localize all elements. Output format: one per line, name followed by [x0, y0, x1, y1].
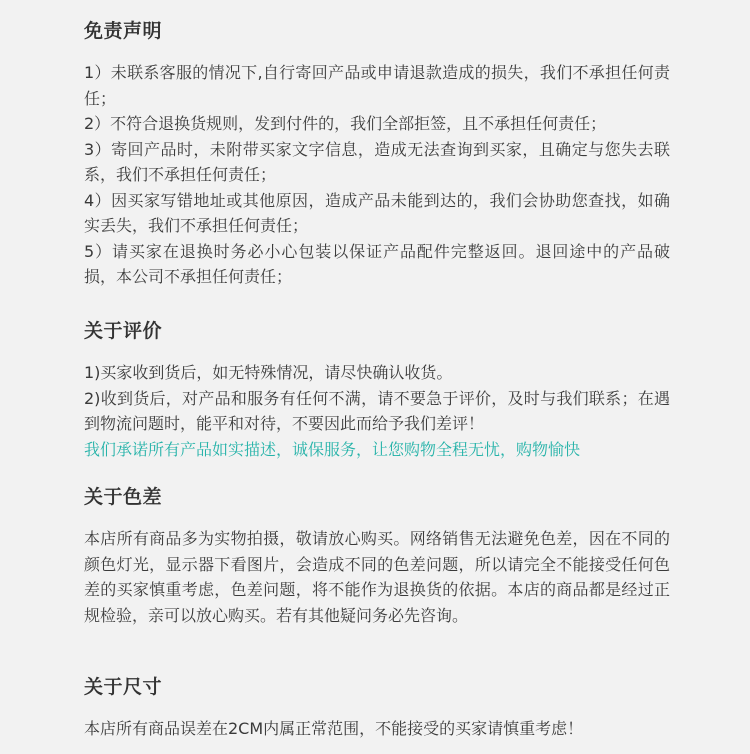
- color-diff-title: 关于色差: [84, 486, 163, 508]
- review-item-2: 2)收到货后，对产品和服务有任何不满，请不要急于评价，及时与我们联系；在遇到物流问题时，能平和对待，不要因此而给予我们差评！: [84, 388, 670, 433]
- disclaimer-item-4: 4）因买家写错地址或其他原因，造成产品未能到达的，我们会协助您查找，如确实丢失，我们不承担任何责任；: [84, 190, 670, 235]
- disclaimer-item-2: 2）不符合退换货规则，发到付件的，我们全部拒签，且不承担任何责任；: [84, 114, 607, 133]
- disclaimer-item-1: 1）未联系客服的情况下,自行寄回产品或申请退款造成的损失，我们不承担任何责任；: [84, 63, 670, 108]
- disclaimer-item-5: 5）请买家在退换时务必小心包装以保证产品配件完整返回。退回途中的产品破损，本公司不承担任何责任；: [84, 241, 670, 286]
- review-promise: 我们承诺所有产品如实描述，诚保服务，让您购物全程无忧，购物愉快: [84, 439, 581, 459]
- color-diff-text: 本店所有商品多为实物拍摄，敬请放心购买。网络销售无法避免色差，因在不同的颜色灯光，显示器下看图片，会造成不同的色差问题，所以请完全不能接受任何色差的买家慎重考虑，色差问题，将不能作为退换货的依据。本店的商品都是经过正规检验，亲可以放心购买。若有其他疑问务必先咨询。: [84, 529, 670, 625]
- disclaimer-title: 免责声明: [84, 20, 163, 42]
- size-title: 关于尺寸: [84, 676, 163, 698]
- color-diff-section: [84, 483, 670, 673]
- review-item-1: 1)买家收到货后，如无特殊情况，请尽快确认收货。: [84, 363, 453, 382]
- size-text: 本店所有商品误差在2CM内属正常范围，不能接受的买家请慎重考虑！: [84, 719, 584, 738]
- disclaimer-section: [84, 17, 670, 317]
- review-section: [84, 317, 670, 483]
- size-section: [84, 673, 670, 742]
- disclaimer-item-3: 3）寄回产品时，未附带买家文字信息，造成无法查询到买家，且确定与您失去联系，我们不承担任何责任；: [84, 139, 670, 184]
- review-title: 关于评价: [84, 320, 163, 342]
